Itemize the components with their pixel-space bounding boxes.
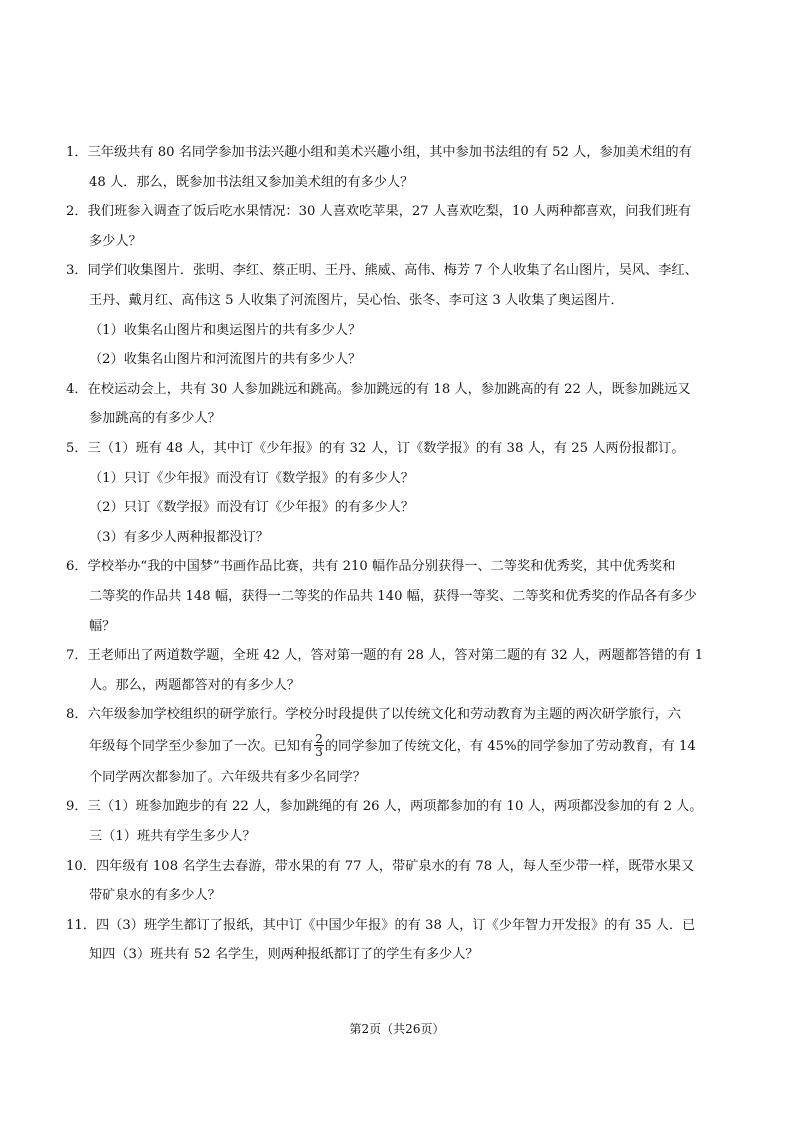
problem-2-line-1 bbox=[66, 197, 738, 227]
problem-10-line-1 bbox=[66, 852, 738, 882]
problem-11-line-2: 知四（3）班共有 52 名学生，则两种报纸都订了的学生有多少人？ bbox=[89, 947, 479, 963]
problem-1-line-2: 48 人．那么，既参加书法组又参加美术组的有多少人？ bbox=[89, 174, 414, 190]
problem-6-line-3: 幅？ bbox=[89, 618, 116, 634]
problem-number: 1． bbox=[66, 145, 88, 160]
fraction bbox=[314, 733, 324, 758]
problem-list bbox=[66, 138, 738, 970]
problem-8-line-1 bbox=[66, 700, 738, 730]
problem-7-line-2: 人。那么，两题都答对的有多少人？ bbox=[89, 677, 300, 693]
problem-5-sub-1: （1）只订《少年报》而没有订《数学报》的有多少人？ bbox=[89, 470, 414, 486]
problem-4-line-2: 参加跳高的有多少人？ bbox=[89, 411, 221, 427]
problem-text: 在校运动会上，共有 30 人参加跳远和跳高。参加跳远的有 18 人，参加跳高的有 22 人，既参加跳远又 bbox=[87, 381, 691, 397]
problem-6-line-1 bbox=[66, 552, 738, 582]
problem-number: 6． bbox=[66, 559, 88, 575]
problem-text: 三（1）班参加跑步的有 22 人，参加跳绳的有 26 人，两项都参加的有 10 人，两项都没参加的有 2 人。 bbox=[87, 799, 703, 815]
problem-text: 四年级有 108 名学生去春游，带水果的有 77 人，带矿泉水的有 78 人，每人至少带一样，既带水果又 bbox=[95, 858, 695, 874]
problem-number: 11． bbox=[66, 917, 96, 933]
problem-3-sub-1: （1）收集名山图片和奥运图片的共有多少人？ bbox=[89, 322, 362, 338]
problem-10-line-2: 带矿泉水的有多少人？ bbox=[89, 888, 221, 904]
problem-number: 4． bbox=[66, 381, 88, 397]
problem-text: 年级每个同学至少参加了一次。已知有 bbox=[89, 738, 314, 754]
problem-text: 三年级共有 80 名同学参加书法兴趣小组和美术兴趣小组，其中参加书法组的有 52 人，参加美术组的有 bbox=[87, 145, 692, 160]
problem-number: 2． bbox=[66, 204, 88, 220]
problem-3-line-1 bbox=[66, 256, 738, 286]
problem-7-line-1 bbox=[66, 641, 738, 671]
problem-text: 三（1）班有 48 人，其中订《少年报》的有 32 人，订《数学报》的有 38 人，有 25 人两份报都订。 bbox=[87, 440, 685, 456]
problem-text: 王老师出了两道数学题，全班 42 人，答对第一题的有 28 人，答对第二题的有 32 人，两题都答错的有 1 bbox=[87, 648, 704, 664]
problem-text: 我们班参入调查了饭后吃水果情况：30 人喜欢吃苹果，27 人喜欢吃梨，10 人两种都喜欢，问我们班有 bbox=[87, 204, 692, 220]
problem-3-line-2: 王丹、戴月红、高伟这 5 人收集了河流图片，吴心怡、张冬、李可这 3 人收集了奥运图片． bbox=[89, 292, 624, 308]
problem-number: 10． bbox=[66, 858, 96, 874]
problem-8-line-3: 个同学两次都参加了。六年级共有多少名同学？ bbox=[89, 769, 366, 785]
problem-number: 3． bbox=[66, 263, 88, 279]
problem-number: 9． bbox=[66, 799, 88, 815]
problem-text: 的同学参加了传统文化，有 45%的同学参加了劳动教育，有 14 bbox=[324, 738, 696, 754]
problem-8-line-2 bbox=[66, 730, 738, 763]
problem-5-line-1 bbox=[66, 434, 738, 464]
problem-9-line-2: 三（1）班共有学生多少人？ bbox=[89, 829, 256, 845]
problem-text: 六年级参加学校组织的研学旅行。学校分时段提供了以传统文化和劳动教育为主题的两次研学旅行，六 bbox=[87, 707, 682, 723]
problem-5-sub-2: （2）只订《数学报》而没有订《少年报》的有多少人？ bbox=[89, 500, 414, 516]
problem-11-line-1 bbox=[66, 911, 738, 941]
problem-number: 7． bbox=[66, 648, 88, 664]
fraction-denominator: 3 bbox=[315, 744, 323, 759]
problem-2-line-2: 多少人？ bbox=[89, 233, 142, 249]
problem-text: 同学们收集图片．张明、李红、蔡正明、王丹、熊威、高伟、梅芳 7 个人收集了名山图片，吴风、李红、 bbox=[87, 263, 698, 279]
problem-number: 8． bbox=[66, 707, 88, 723]
problem-9-line-1 bbox=[66, 792, 738, 822]
fraction-numerator: 2 bbox=[315, 731, 323, 746]
problem-1-line-1 bbox=[66, 138, 738, 168]
problem-text: 四（3）班学生都订了报纸，其中订《中国少年报》的有 38 人，订《少年智力开发报》的有 35 人．已 bbox=[95, 917, 696, 933]
page-footer: 第2页（共26页） bbox=[349, 1022, 445, 1036]
problem-6-line-2: 二等奖的作品共 148 幅，获得一二等奖的作品共 140 幅，获得一等奖、二等奖和优秀奖的作品各有多少 bbox=[89, 588, 697, 604]
problem-text: 学校举办“我的中国梦”书画作品比赛，共有 210 幅作品分别获得一、二等奖和优秀奖，其中优秀奖和 bbox=[87, 559, 676, 575]
problem-3-sub-2: （2）收集名山图片和河流图片的共有多少人？ bbox=[89, 352, 362, 368]
problem-4-line-1 bbox=[66, 375, 738, 405]
problem-5-sub-3: （3）有多少人两种报都没订？ bbox=[89, 529, 269, 545]
problem-number: 5． bbox=[66, 440, 88, 456]
